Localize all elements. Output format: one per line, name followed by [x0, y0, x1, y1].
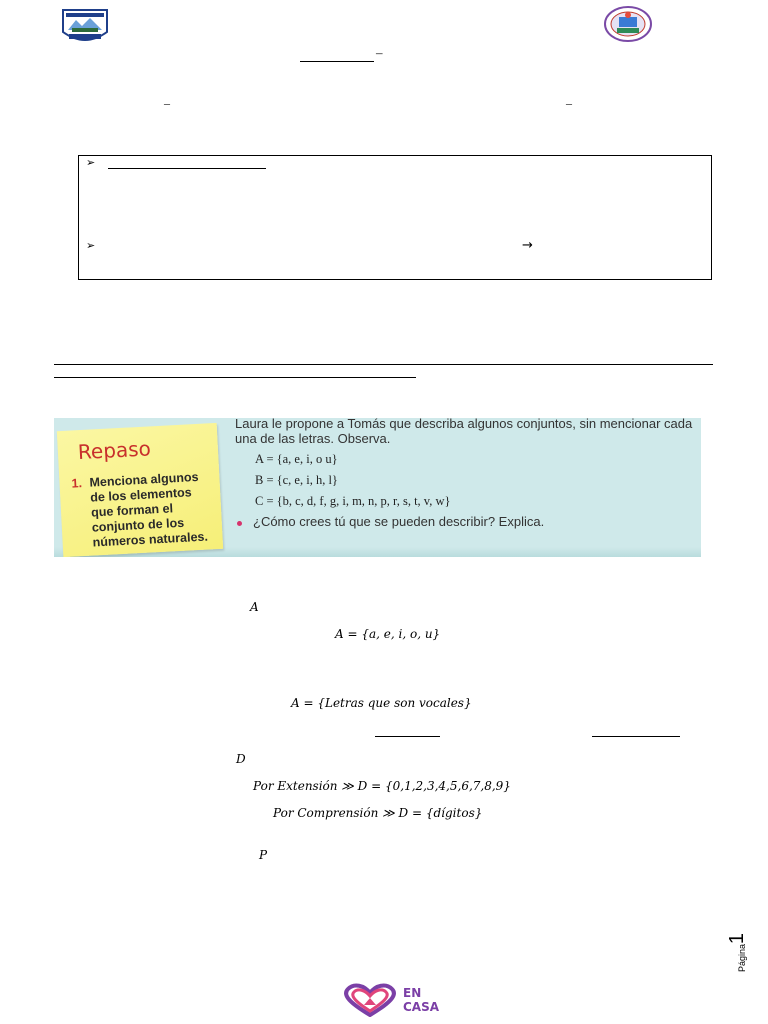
set-a-comprehension: A = {Letras que son vocales}: [291, 696, 472, 710]
set-a-extension: A = {a, e, i, o, u}: [335, 627, 441, 641]
separator-line-long: [54, 364, 713, 365]
repaso-item-text: [89, 470, 208, 551]
en-casa-line-2: CASA: [403, 1000, 440, 1014]
set-d-extension: Por Extensión ≫ D = {0,1,2,3,4,5,6,7,8,9}: [253, 779, 511, 793]
question-bullet: [237, 521, 242, 526]
set-d-comprehension: Por Comprensión ≫ D = {dígitos}: [273, 806, 483, 820]
objective-bullet-2: ➢: [86, 239, 96, 252]
blank-underline-1: [375, 736, 440, 737]
set-a-definition: A = {a, e, i, o u}: [255, 452, 338, 466]
repaso-line: conjunto de los: [91, 515, 185, 535]
repaso-sticky-note: [57, 423, 223, 557]
set-p-label: P: [259, 848, 268, 862]
set-a-label: A: [250, 600, 259, 614]
blank-underline-2: [592, 736, 680, 737]
repaso-item-number: 1.: [71, 476, 83, 491]
title-dash: –: [376, 45, 383, 60]
school-logo-right: [603, 6, 653, 42]
title-underline: [300, 61, 374, 62]
subtitle-dash-right: –: [566, 96, 572, 110]
objective-bullet-1: ➢: [86, 156, 96, 169]
repaso-question: ¿Cómo crees tú que se pueden describir? Explica.: [253, 514, 545, 529]
set-d-label: D: [236, 752, 246, 766]
subtitle-dash-left: –: [164, 96, 170, 110]
repaso-line: números naturales.: [92, 529, 209, 550]
repaso-title: Repaso: [77, 436, 152, 465]
en-casa-heart-icon: [340, 983, 400, 1017]
repaso-line: que forman el: [90, 501, 174, 520]
set-b-definition: B = {c, e, i, h, l}: [255, 473, 338, 487]
repaso-line: Menciona algunos: [89, 469, 199, 490]
repaso-panel: [54, 418, 701, 557]
set-c-definition: C = {b, c, d, f, g, i, m, n, p, r, s, t, v, w}: [255, 494, 451, 508]
repaso-intro-line-2: una de las letras. Observa.: [235, 431, 391, 446]
objectives-box: [78, 155, 712, 280]
objective-heading-underline: [108, 168, 266, 169]
repaso-intro-line-1: Laura le propone a Tomás que describa algunos conjuntos, sin mencionar cada: [235, 418, 693, 431]
school-logo-left: [60, 8, 110, 44]
en-casa-logo-text: [403, 986, 439, 1014]
repaso-line: de los elementos: [89, 485, 192, 505]
separator-line-short: [54, 377, 416, 378]
page-label: Página: [737, 943, 747, 972]
objective-arrow: →: [522, 238, 533, 253]
en-casa-line-1: EN: [403, 986, 422, 1000]
page-number: 1: [726, 932, 749, 945]
